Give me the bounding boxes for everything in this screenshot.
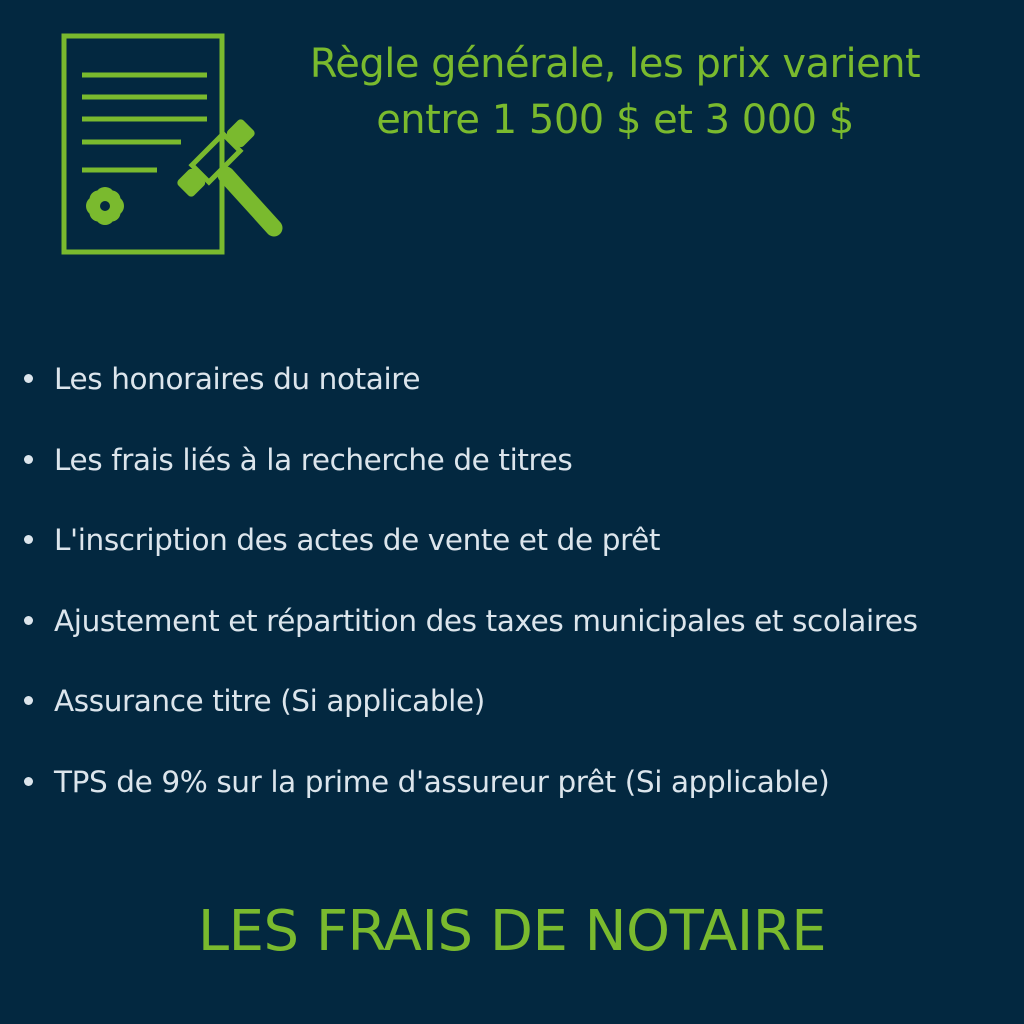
- bullet-icon: [24, 374, 33, 383]
- list-item: [22, 433, 1012, 514]
- list-item: [22, 755, 1012, 836]
- list-item-text: Ajustement et répartition des taxes municipales et scolaires: [54, 603, 918, 638]
- headline-line-2: entre 1 500 $ et 3 000 $: [376, 97, 854, 143]
- bullet-icon: [24, 777, 33, 786]
- bullet-icon: [24, 616, 33, 625]
- list-item-text: TPS de 9% sur la prime d'assureur prêt (Si applicable): [54, 764, 830, 799]
- list-item: [22, 674, 1012, 755]
- bullet-icon: [24, 535, 33, 544]
- list-item-text: L'inscription des actes de vente et de prêt: [54, 523, 661, 557]
- list-item-text: Assurance titre (Si applicable): [54, 684, 485, 718]
- headline: [270, 36, 960, 148]
- legal-document-gavel-icon: [56, 30, 288, 262]
- list-item: [22, 352, 1012, 433]
- list-item-text: Les honoraires du notaire: [54, 362, 421, 396]
- bullet-icon: [24, 696, 33, 705]
- list-item: [22, 594, 1012, 675]
- bullet-icon: [24, 455, 33, 464]
- list-item-text: Les frais liés à la recherche de titres: [54, 442, 573, 477]
- list-item: [22, 513, 1012, 594]
- headline-line-1: Règle générale, les prix varient: [309, 41, 921, 87]
- page-title: LES FRAIS DE NOTAIRE: [197, 899, 827, 964]
- fees-list: [22, 352, 1012, 835]
